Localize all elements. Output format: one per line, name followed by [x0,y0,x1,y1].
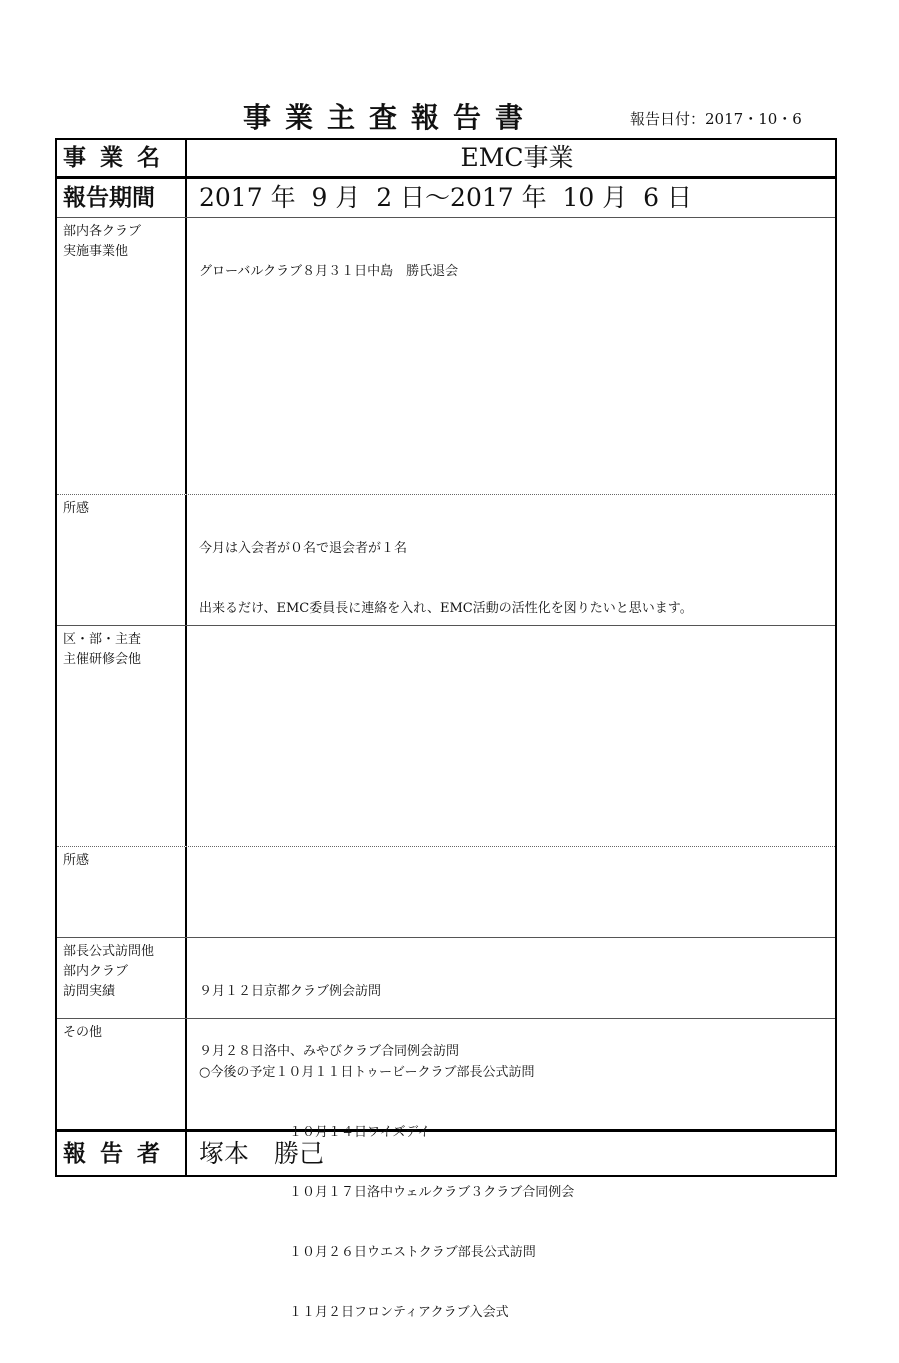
visits-label-line: 部内クラブ [63,964,129,979]
club-events-line: グローバルクラブ８月３１日中島 勝氏退会 [199,264,459,279]
district-events-row [57,626,835,847]
other-schedule-line: １０月２６日ウエストクラブ部長公式訪問 [289,1245,536,1260]
reporter-name: 塚本 勝己 [199,1138,325,1168]
other-schedule-line: １０月１４日ワイズデイ [289,1125,431,1140]
reporter-label: 報告者 [57,1132,187,1175]
report-form [55,138,837,1320]
district-events-label [57,626,187,846]
club-events-content [189,218,835,494]
impressions-2-label: 所感 [57,847,187,937]
club-events-label-line: 部内各クラブ [63,224,142,239]
other-schedule-line: １０月１７日洛中ウェルクラブ３クラブ合同例会 [289,1185,575,1200]
impressions-2-row [57,847,835,938]
report-date-label: 報告日付： [630,110,706,128]
district-events-content [189,626,835,846]
club-events-label [57,218,187,494]
impressions-1-row [57,495,835,626]
other-schedule-line: １１月２日フロンティアクラブ入会式 [289,1305,509,1320]
period-row [57,179,835,218]
impressions-1-line: 今月は入会者が０名で退会者が１名 [199,541,408,556]
impressions-1-content [189,495,835,625]
business-name-value: EMC事業 [460,143,574,172]
visits-label-line: 訪問実績 [63,984,116,999]
impressions-1-line: 出来るだけ、EMC委員長に連絡を入れ、EMC活動の活性化を図りたいと思います。 [199,601,693,616]
visits-label [57,938,187,1018]
visits-line: ９月２８日洛中、みやびクラブ合同例会訪問 [199,1044,460,1059]
page-title: 事業主査報告書 [242,101,537,134]
impressions-2-content [189,847,835,937]
period-label: 報告期間 [57,179,187,217]
reporter-row [57,1132,835,1175]
district-events-label-line: 区・部・主査 [63,632,142,647]
club-events-label-line: 実施事業他 [63,244,129,259]
other-label: その他 [57,1019,187,1129]
visits-label-line: 部長公式訪問他 [63,944,155,959]
period-value: 2017 年 9 月 2 日～2017 年 10 月 6 日 [199,183,693,212]
report-date-value: 2017・10・6 [705,110,802,128]
impressions-1-label: 所感 [57,495,187,625]
club-events-row [57,218,835,495]
visits-line: ９月１２日京都クラブ例会訪問 [199,984,382,999]
business-name-label: 事業名 [57,140,187,176]
report-date [630,108,802,129]
other-first-line: ○今後の予定１０月１１日トゥービークラブ部長公式訪問 [199,1065,535,1080]
business-name-row [57,140,835,179]
visits-content [189,938,835,1059]
district-events-label-line: 主催研修会他 [63,652,142,667]
